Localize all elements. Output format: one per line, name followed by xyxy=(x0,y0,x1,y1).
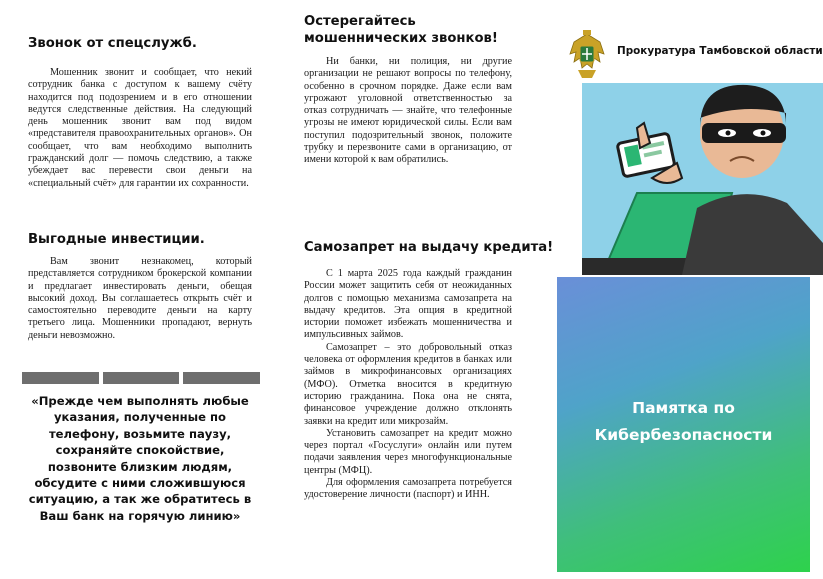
paragraph-credit-ban xyxy=(304,268,512,502)
divider-bars xyxy=(22,372,260,384)
paragraph-beware-calls: Ни банки, ни полиция, ни другие организации не решают вопросы по телефону, особенно в срочном порядке. Даже если вам угрожают уголовной ответственностью за отказ сотрудничать — знайте, что телефонные угрозы не имеют юридической силы. Если вам поступил подозрительный звонок, положите трубку и перезвоните сами в организацию, от имени которой к вам обратились. xyxy=(304,56,512,166)
heading-investments: Выгодные инвестиции. xyxy=(28,232,205,247)
credit-ban-para-c: Установить самозапрет на кредит можно через портал «Госуслуги» онлайн или путем подачи заявления через многофункциональные центры (МФЦ). xyxy=(304,427,512,476)
hacker-with-phone-illustration xyxy=(582,83,823,275)
credit-ban-para-d: Для оформления самозапрета потребуется удостоверение личности (паспорт) и ИНН. xyxy=(304,477,512,501)
heading-special-services-call: Звонок от спецслужб. xyxy=(28,36,197,51)
cover-title-line2: Кибербезопасности xyxy=(594,426,773,444)
heading-credit-ban: Самозапрет на выдачу кредита! xyxy=(304,240,554,255)
cover-title xyxy=(557,395,810,449)
advice-quote: «Прежде чем выполнять любые указания, полученные по телефону, возьмите паузу, сохраняйте спокойствие, позвоните близким людям, обсудите с ними сложившуюся ситуацию, а так же обратитесь в Ваш банк на горячую линию» xyxy=(28,394,252,523)
credit-ban-para-a: С 1 марта 2025 года каждый гражданин России может защитить себя от неожиданных долгов с помощью механизма самозапрета на выдачу кредитов. Эта опция в кредитной истории поможет избежать мошенничества и импульсивных займов. xyxy=(304,268,512,341)
paragraph-special-services-call: Мошенник звонит и сообщает, что некий сотрудник банка с доступом к вашему счёту находится под подозрением и в его отношении ведутся следственные действия. На следующий день мошенник звонит вам под видом «представителя правоохранительных органов». Он сообщает, что вам необходимо выполнить гражданский долг — помочь следствию, а также убеждает вас перевести свои деньги на «специальный счёт» для гарантии их сохранности. xyxy=(28,67,252,189)
paragraph-investments: Вам звонит незнакомец, который представляется сотрудником брокерской компании и предлагает инвестировать деньги, обещая высокий доход. Вы соглашаетесь открыть счёт и самостоятельно переводите деньги на карту третьего лица. Мошенники пропадают, вернуть деньги невозможно. xyxy=(28,256,252,341)
prosecutor-emblem-icon xyxy=(566,28,608,80)
cover-title-line1: Памятка по xyxy=(632,399,735,417)
heading-beware-calls: Остерегайтесь мошеннических звонков! xyxy=(304,14,498,46)
organization-name: Прокуратура Тамбовской области xyxy=(617,45,823,57)
credit-ban-para-b: Самозапрет – это добровольный отказ человека от оформления кредитов в банках или займов в микрофинансовых организациях (МФО). Отметка вносится в кредитную историю гражданина. Пока она не снята, финансовое учреждение должно отклонять заявки на кредит или микрозайм. xyxy=(304,341,512,427)
